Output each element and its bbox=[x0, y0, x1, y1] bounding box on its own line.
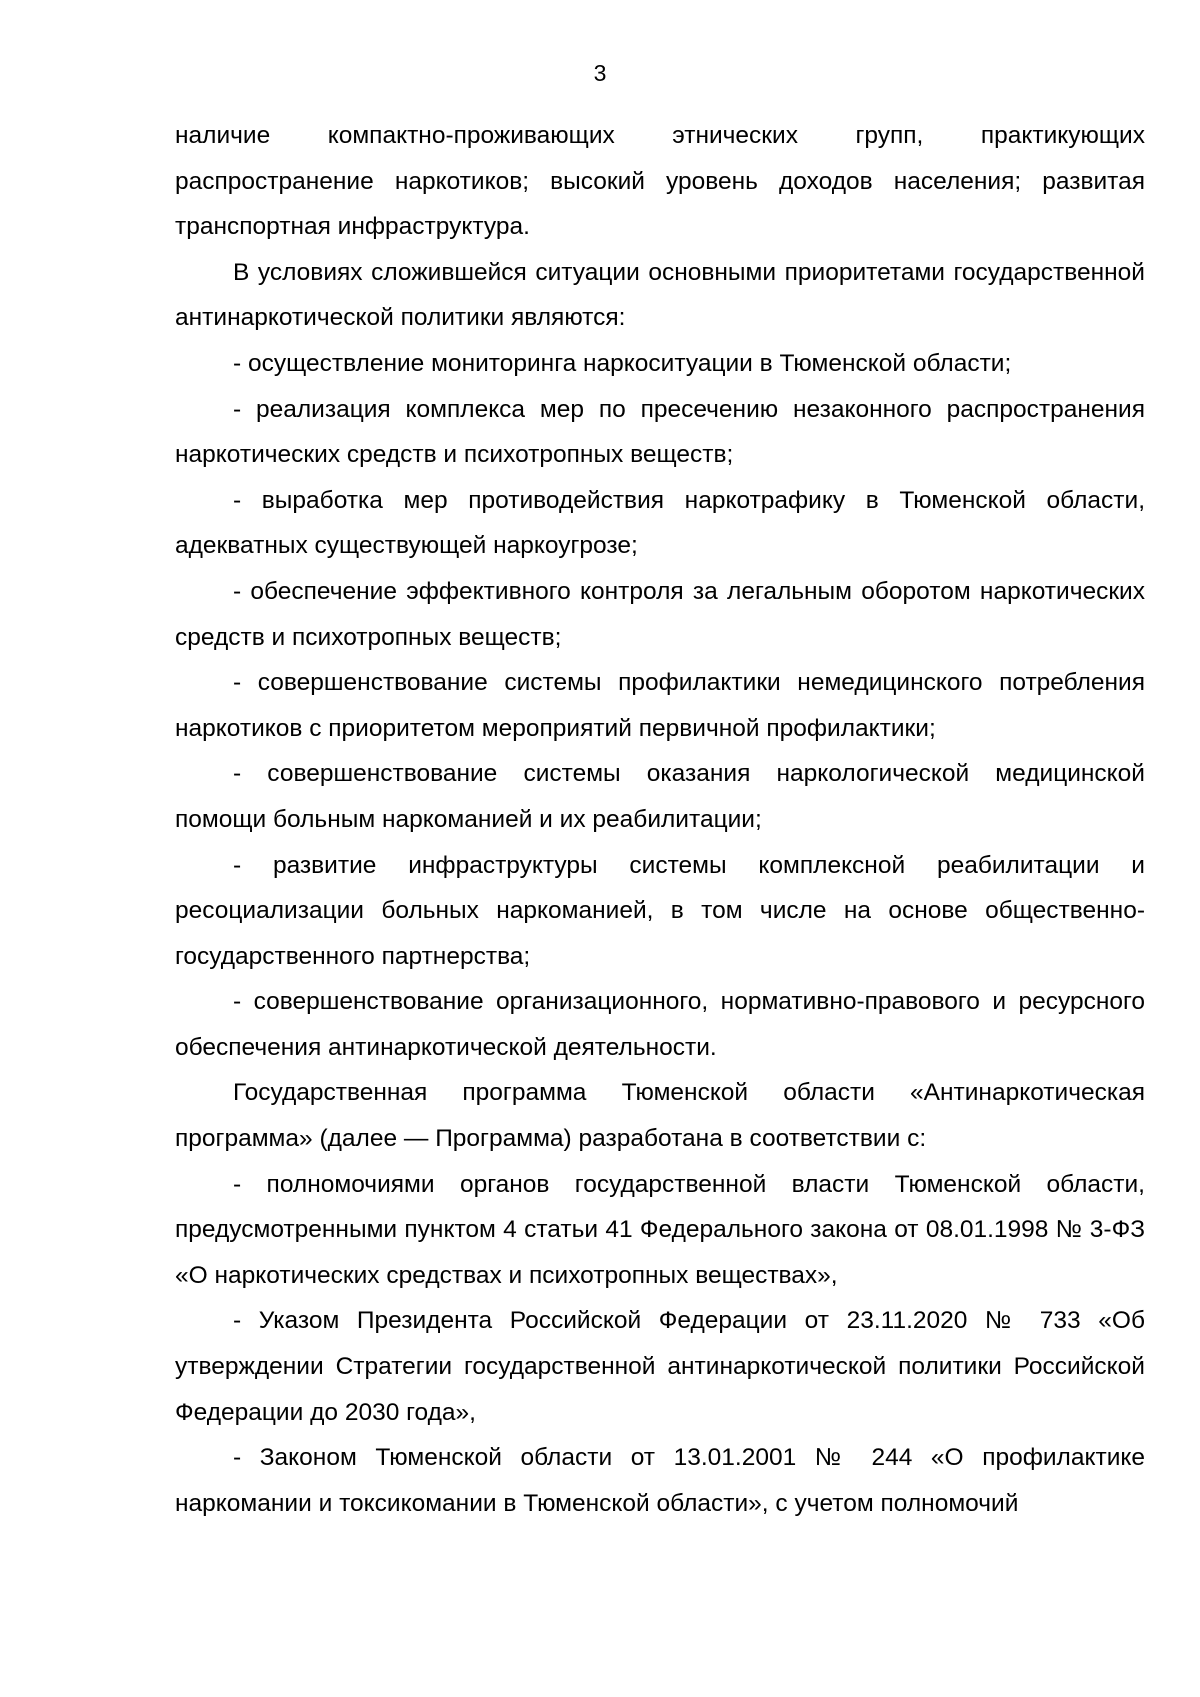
list-item-suppression-measures: - реализация комплекса мер по пресечению незаконного распространения наркотических средств и психотропных веществ; bbox=[175, 395, 1145, 469]
list-item-medical-assistance: - совершенствование системы оказания наркологической медицинской помощи больным наркоманией и их реабилитации; bbox=[175, 760, 1145, 833]
list-item-regional-law: - Законом Тюменской области от 13.01.2001 № 244 «О профилактике наркомании и токсикомании в Тюменской области», с учетом полномочий bbox=[175, 1444, 1145, 1517]
list-item-legal-turnover-control: - обеспечение эффективного контроля за легальным оборотом наркотических средств и психотропных веществ; bbox=[175, 577, 1145, 651]
list-item-prevention-system: - совершенствование системы профилактики немедицинского потребления наркотиков с приоритетом мероприятий первичной профилактики; bbox=[175, 669, 1145, 742]
list-item-presidential-decree: - Указом Президента Российской Федерации от 23.11.2020 № 733 «Об утверждении Стратегии государственной антинаркотической политики Российской Федерации до 2030 года», bbox=[175, 1307, 1145, 1426]
list-item-monitoring: - осуществление мониторинга наркоситуации в Тюменской области; bbox=[233, 349, 1012, 377]
paragraph-priorities-intro: В условиях сложившейся ситуации основными приоритетами государственной антинаркотической политики являются: bbox=[175, 258, 1145, 332]
list-item-rehabilitation-infrastructure: - развитие инфраструктуры системы комплексной реабилитации и ресоциализации больных наркоманией, в том числе на основе общественно-государственного партнерства; bbox=[175, 851, 1145, 970]
paragraph-risk-factors-continued: наличие компактно-проживающих этнических групп, практикующих распространение наркотиков; высокий уровень доходов населения; развитая транспортная инфраструктура. bbox=[175, 122, 1145, 241]
list-item-drug-trafficking-counteraction: - выработка мер противодействия наркотрафику в Тюменской области, адекватных существующей наркоугрозе; bbox=[175, 486, 1145, 560]
paragraph-program-basis: Государственная программа Тюменской области «Антинаркотическая программа» (далее — Программа) разработана в соответствии с: bbox=[175, 1079, 1145, 1153]
list-item-organizational-support: - совершенствование организационного, нормативно-правового и ресурсного обеспечения антинаркотической деятельности. bbox=[175, 988, 1145, 1061]
document-body bbox=[175, 113, 1145, 1526]
list-item-federal-law-powers: - полномочиями органов государственной власти Тюменской области, предусмотренными пунктом 4 статьи 41 Федерального закона от 08.01.1998 № 3-ФЗ «О наркотических средствах и психотропных веществах», bbox=[175, 1170, 1145, 1289]
page-number: 3 bbox=[593, 60, 607, 86]
